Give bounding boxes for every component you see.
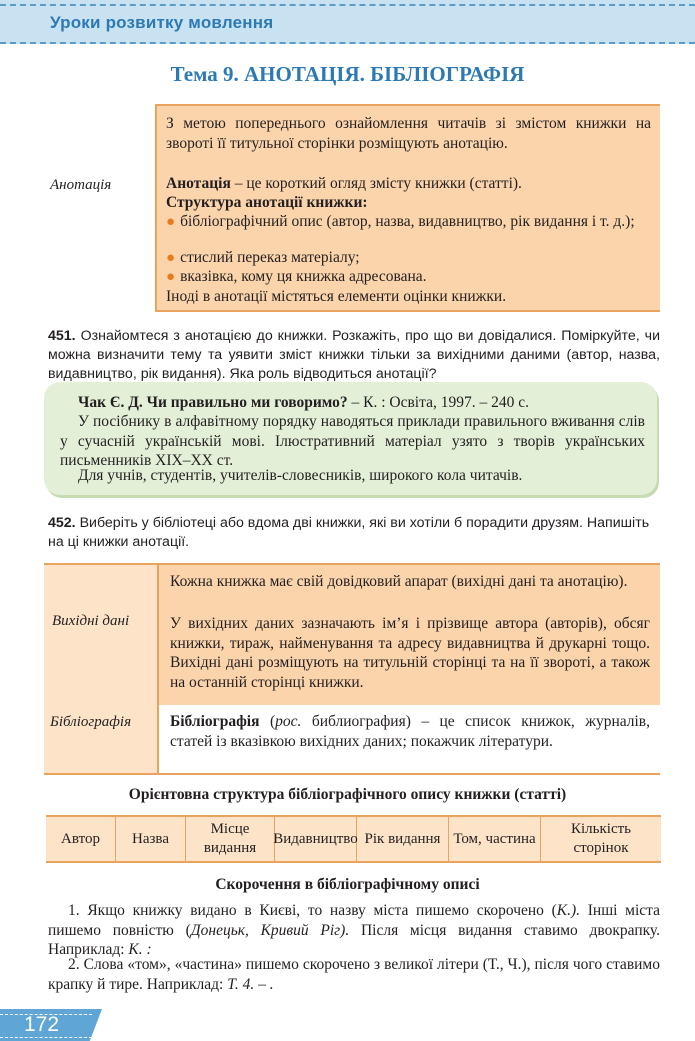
bullet-icon: ● xyxy=(166,269,176,285)
bibliography-definition: Бібліографія (рос. библиография) – це список книжок, журналів, статей із вказівкою вихідних даних; покажчик літератури. xyxy=(170,713,650,750)
definition-rest: – це короткий огляд змісту книжки (статті). xyxy=(230,175,522,192)
table-cell: Том, частина xyxy=(449,817,541,861)
side-label-bibliography: Бібліографія xyxy=(50,714,132,730)
annotation-intro: З метою попереднього ознайомлення читачів зі змістом книжки на звороті її титульної сторінки розміщують анотацію. xyxy=(166,115,651,152)
table-cell: Кількість сторінок xyxy=(570,821,631,856)
structure-heading: Структура анотації книжки: xyxy=(166,194,368,211)
annotation-definition xyxy=(166,174,651,194)
task-number: 451. xyxy=(48,328,76,344)
structure-table-title: Орієнтовна структура бібліографічного опису книжки (статті) xyxy=(128,786,567,803)
page-title: Тема 9. АНОТАЦІЯ. БІБЛІОГРАФІЯ xyxy=(170,62,525,86)
bullet-icon: ● xyxy=(166,214,176,230)
bibliography-term: Бібліографія xyxy=(170,713,260,730)
task-451 xyxy=(48,327,660,384)
bullet-icon: ● xyxy=(166,250,176,266)
table-cell: Видавництво xyxy=(275,817,357,861)
abbreviations-para1: 1. Якщо книжку видано в Києві, то назву міста пишемо скорочено (К.). Інші міста пишемо повністю (Донецьк, Кривий Ріг). Після місця видання ставимо двокрапку. Наприклад: К. : xyxy=(48,902,661,958)
output-data-para2: У вихідних даних зазначають ім’я і прізвище автора (авторів), обсяг книжки, тираж, найменування та адресу видавництва й друкарні тощо. Вихідні дані розміщують на титульній сторінці та на її звороті, а також на останній сторінці книжки. xyxy=(170,615,650,691)
list-item: ● вказівка, кому ця книжка адресована. xyxy=(166,268,427,285)
list-item: ● стислий переказ матеріалу; xyxy=(166,249,360,266)
annotation-note: Іноді в анотації містяться елементи оцінки книжки. xyxy=(166,288,507,305)
sample-annotation-imprint xyxy=(60,393,645,413)
page-number: 172 xyxy=(24,1013,60,1036)
task-text: Виберіть у бібліотеці або вдома дві книжки, які ви хотіли б порадити друзям. Напишіть на ці книжки анотації. xyxy=(48,515,650,550)
running-head: Уроки розвитку мовлення xyxy=(50,13,274,32)
table-cell: Рік видання xyxy=(357,817,449,861)
table-cell: Місце видання xyxy=(186,817,275,861)
task-number: 452. xyxy=(48,515,76,531)
sample-annotation-para1: У посібнику в алфавітному порядку наводяться приклади правильного вживання слів у сучасній українській мові. Ілюстративний матеріал узято з творів українських письменників XIX–XX ст. xyxy=(60,413,645,469)
side-label-output-data: Вихідні дані xyxy=(52,613,130,629)
structure-table xyxy=(46,815,661,863)
sample-book-imprint: – К. : Освіта, 1997. – 240 с. xyxy=(347,394,529,411)
list-item: ● бібліографічний опис (автор, назва, видавництво, рік видання і т. д.); xyxy=(166,213,635,230)
definition-term: Анотація xyxy=(166,175,231,192)
sample-annotation-para2: Для учнів, студентів, учителів-словесників, широкого кола читачів. xyxy=(78,467,523,484)
output-data-para1: Кожна книжка має свій довідковий апарат (вихідні дані та анотацію). xyxy=(170,573,628,590)
task-text: Ознайомтеся з анотацією до книжки. Розкажіть, про що ви довідалися. Поміркуйте, чи можна визначити тему та уявити зміст книжки тільки за вихідними даними (автор, назва, видавництво, рік видання). Яка роль відводиться анотації? xyxy=(48,328,660,382)
abbreviations-title: Скорочення в бібліографічному описі xyxy=(215,876,480,893)
bibliography-lang: рос. xyxy=(275,713,302,730)
table-cell: Автор xyxy=(46,817,116,861)
task-452 xyxy=(48,514,660,552)
abbreviations-para2: 2. Слова «том», «частина» пишемо скорочено з великої літери (Т., Ч.), після чого ставимо крапку й тире. Наприклад: Т. 4. – . xyxy=(48,956,660,993)
side-label-annotation: Анотація xyxy=(50,177,112,193)
sample-book-title: Чак Є. Д. Чи правильно ми говоримо? xyxy=(78,394,348,411)
table-cell: Назва xyxy=(116,817,186,861)
